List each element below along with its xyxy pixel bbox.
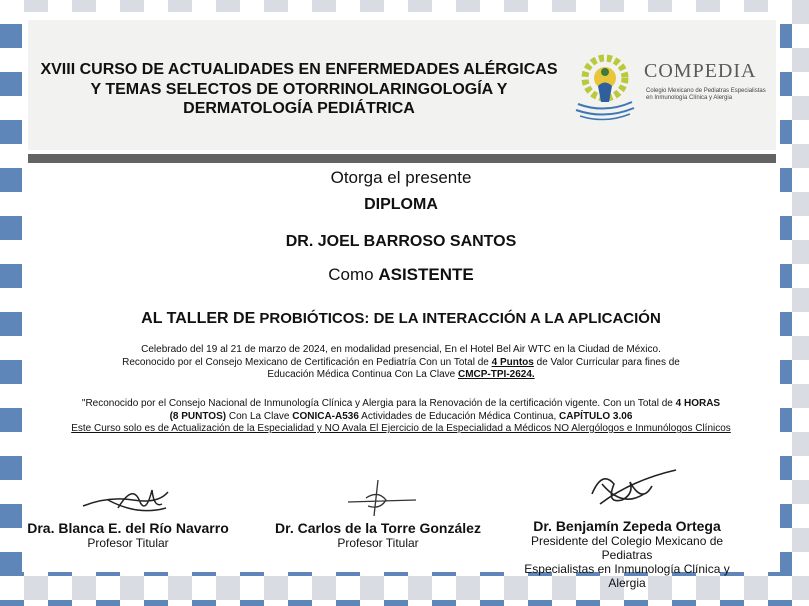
signatory-3-role: Presidente del Colegio Mexicano de Pediatras Especialistas en Inmunología Clínica y Alergia [524, 534, 730, 590]
compedia-emblem-icon [572, 52, 638, 122]
handwritten-signature-1 [78, 478, 178, 518]
course-title-line-1: XVIII CURSO DE ACTUALIDADES EN ENFERMEDADES ALÉRGICAS [40, 61, 558, 78]
signatory-2-role: Profesor Titular [337, 536, 419, 550]
course-title-line-2: Y TEMAS SELECTOS DE OTORRINOLARINGOLOGÍA Y [90, 80, 508, 98]
granted-text: Otorga el presente [330, 168, 472, 187]
signature-block-2 [258, 478, 498, 550]
signatory-3-name: Dr. Benjamín Zepeda Ortega [533, 518, 721, 534]
course-title [28, 60, 570, 119]
council-recognition: "Reconocido por el Consejo Nacional de Inmunología Clínica y Alergia para la Renovación de la certificación vigente. Con un Total de 4 HORAS (8 PUNTOS) Con La Clave CONICA-A536 Actividades de Educación Médica Continua, CAPÍTULO 3.06 Este Curso solo es de Actualización de la Especialidad y NO Avala El Ejercicio de la Especialidad a Médicos NO Alergólogos e Inmunólogos Clínicos [71, 398, 731, 434]
recipient-name: DR. JOEL BARROSO SANTOS [285, 233, 517, 250]
header-divider [28, 154, 776, 163]
signatory-2-name: Dr. Carlos de la Torre González [275, 520, 481, 536]
course-title-line-3: DERMATOLOGÍA PEDIÁTRICA [183, 100, 415, 117]
handwritten-signature-3 [572, 464, 682, 516]
signatory-1-role: Profesor Titular [87, 536, 169, 550]
diploma-panel [22, 12, 780, 590]
workshop-title: AL TALLER DE PROBIÓTICOS: DE LA INTERACCIÓN A LA APLICACIÓN [141, 310, 661, 327]
event-details: Celebrado del 19 al 21 de marzo de 2024, en modalidad presencial, En el Hotel Bel Air WTC en la Ciudad de México. Reconocido por el Consejo Mexicano de Certificación en Pediatría Con un Total de 4 Puntos de Valor Curricular para fines de Educación Médica Continua Con La Clave CMCP-TPI-2624. [122, 344, 680, 380]
attendance-role: Como ASISTENTE [328, 265, 474, 284]
handwritten-signature-2 [328, 478, 428, 518]
signature-block-3 [512, 464, 742, 590]
disclaimer: Este Curso solo es de Actualización de la Especialidad y NO Avala El Ejercicio de la Especialidad a Médicos NO Alergólogos e Inmunólogos Clínicos [71, 423, 731, 434]
signatory-1-name: Dra. Blanca E. del Río Navarro [27, 520, 229, 536]
signature-block-1 [8, 478, 248, 550]
compedia-logo-name: COMPEDIA [644, 60, 757, 82]
compedia-logo-subtitle: Colegio Mexicano de Pediatras Especialistas en Inmunología Clínica y Alergia [646, 88, 766, 101]
diploma-type: DIPLOMA [364, 196, 438, 213]
